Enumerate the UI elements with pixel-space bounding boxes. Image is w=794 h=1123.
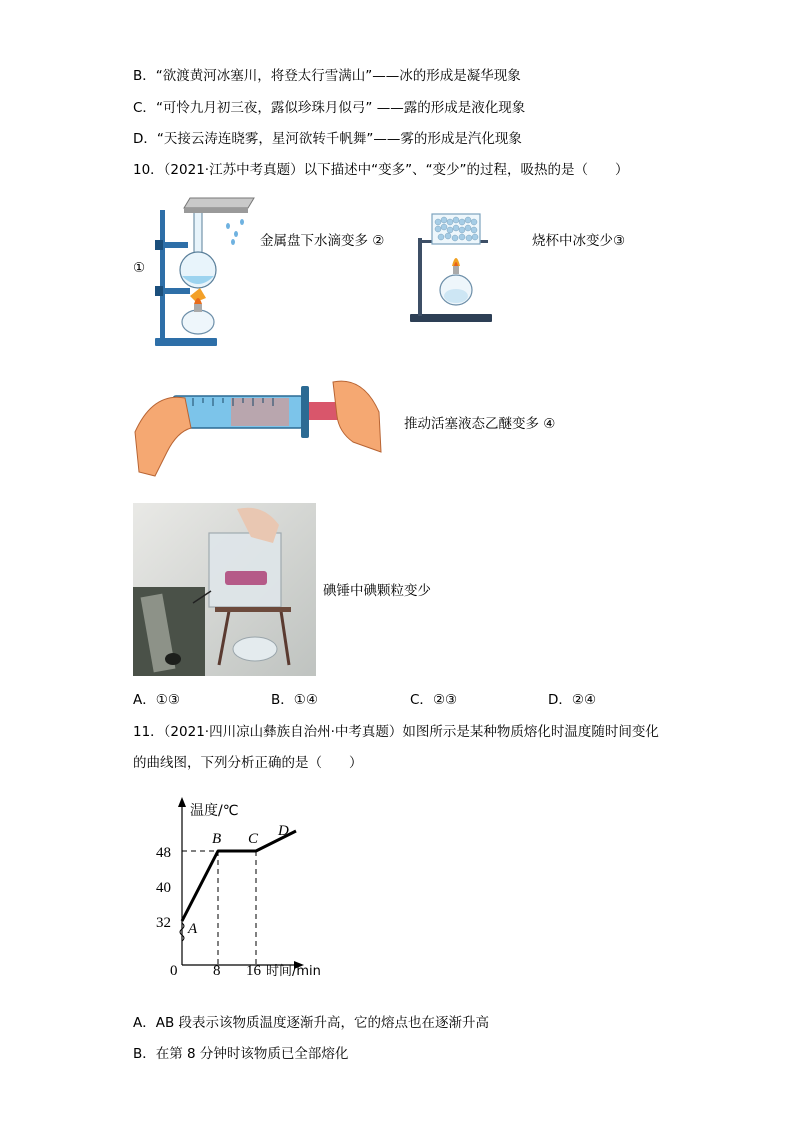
option-letter: A． bbox=[133, 692, 156, 708]
x-axis-label: 时间/min bbox=[266, 964, 321, 979]
option-text: ①③ bbox=[155, 692, 180, 708]
q10-caption4: 碘锤中碘颗粒变少 bbox=[323, 583, 431, 599]
q11-option-b bbox=[133, 1044, 348, 1064]
option-letter: D． bbox=[133, 131, 157, 147]
option-letter: B． bbox=[271, 692, 294, 708]
ice-beaker-figure bbox=[408, 210, 494, 324]
option-letter: A． bbox=[133, 1015, 156, 1031]
iodine-photo bbox=[133, 503, 316, 676]
option-letter: D． bbox=[548, 692, 572, 708]
option-text: ②③ bbox=[432, 692, 458, 708]
option-letter: B． bbox=[133, 68, 156, 84]
temperature-time-graph bbox=[150, 793, 350, 983]
flask-apparatus-figure bbox=[150, 192, 255, 350]
option-text: ②④ bbox=[571, 692, 597, 708]
q10-option-a bbox=[133, 690, 180, 710]
q10-stem: 10．（2021·江苏中考真题）以下描述中“变多”、“变少”的过程，吸热的是（ ） bbox=[133, 162, 629, 178]
q9-option-b bbox=[133, 66, 521, 86]
q10-option-c bbox=[410, 690, 457, 710]
x-tick-8: 8 bbox=[213, 963, 221, 979]
option-text: “欲渡黄河冰塞川，将登太行雪满山”——冰的形成是凝华现象 bbox=[155, 68, 521, 84]
q10-caption2: 烧杯中冰变少③ bbox=[532, 233, 626, 249]
q10-caption3: 推动活塞液态乙醚变多 ④ bbox=[404, 416, 556, 432]
point-label-a: A bbox=[188, 921, 198, 937]
option-text: 在第 8 分钟时该物质已全部熔化 bbox=[155, 1046, 349, 1062]
y-axis-label: 温度/℃ bbox=[190, 803, 239, 819]
y-tick-48: 48 bbox=[156, 845, 171, 861]
option-letter: B． bbox=[133, 1046, 156, 1062]
q11-option-a bbox=[133, 1013, 489, 1033]
option-letter: C． bbox=[133, 100, 156, 116]
q11-stem-line2: 的曲线图，下列分析正确的是（ ） bbox=[133, 755, 363, 771]
y-axis-arrow bbox=[178, 797, 186, 807]
q11-stem-line1: 11．（2021·四川凉山彝族自治州·中考真题）如图所示是某种物质熔化时温度随时间变化 bbox=[133, 724, 659, 740]
point-label-d: D bbox=[278, 823, 289, 839]
point-label-b: B bbox=[212, 831, 222, 847]
q9-option-d bbox=[133, 129, 522, 149]
q10-option-d bbox=[548, 690, 596, 710]
option-text: ①④ bbox=[293, 692, 318, 708]
option-text: “可怜九月初三夜，露似珍珠月似弓” ——露的形成是液化现象 bbox=[155, 100, 526, 116]
q10-fig1-label: ① bbox=[133, 260, 146, 276]
syringe-figure bbox=[133, 372, 383, 480]
option-letter: C． bbox=[410, 692, 433, 708]
melting-curve bbox=[182, 831, 296, 921]
option-text: AB 段表示该物质温度逐渐升高，它的熔点也在逐渐升高 bbox=[155, 1015, 490, 1031]
x-tick-0: 0 bbox=[170, 963, 178, 979]
option-text: “天接云涛连晓雾，星河欲转千帆舞”——雾的形成是汽化现象 bbox=[156, 131, 522, 147]
q10-caption1: 金属盘下水滴变多 ② bbox=[260, 233, 385, 249]
x-tick-16: 16 bbox=[246, 963, 261, 979]
y-tick-40: 40 bbox=[156, 880, 171, 896]
q10-option-b bbox=[271, 690, 318, 710]
q9-option-c bbox=[133, 98, 525, 118]
point-label-c: C bbox=[248, 831, 259, 847]
y-tick-32: 32 bbox=[156, 915, 171, 931]
iodine-photo-drawing bbox=[133, 503, 316, 676]
